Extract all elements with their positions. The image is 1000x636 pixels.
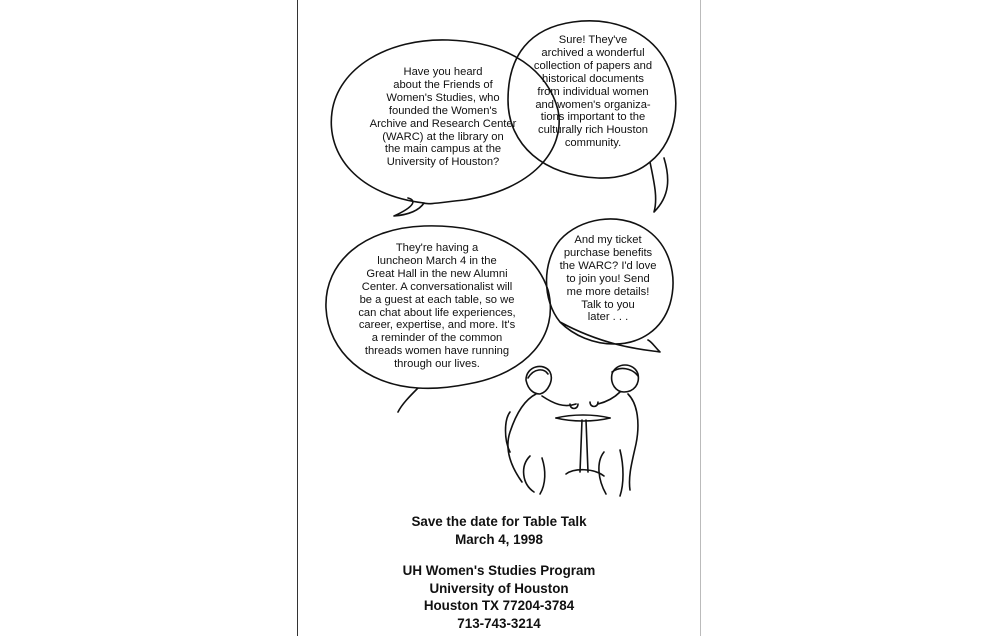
bubble-line: from individual women <box>537 85 649 98</box>
speech-bubble-2-text <box>513 34 673 150</box>
bubble-line: through our lives. <box>394 358 480 371</box>
bubble-line: culturally rich Houston <box>537 124 649 137</box>
bubble-line: founded the Women's <box>388 104 498 117</box>
bubble-line: about the Friends of <box>393 78 493 91</box>
bubble-line: me more details! <box>566 285 650 298</box>
event-title: Save the date for Table Talk <box>411 514 587 529</box>
flyer-page <box>297 0 701 636</box>
contact-address: Houston TX 77204-3784 <box>423 598 575 613</box>
bubble-line: Have you heard <box>403 66 483 78</box>
bubble-line: Center. A conversationalist will <box>361 280 513 293</box>
bubble-line: be a guest at each table, so we <box>359 293 515 306</box>
bubble-line: They're having a <box>395 242 479 254</box>
bubble-line: Great Hall in the new Alumni <box>366 267 508 280</box>
contact-org: UH Women's Studies Program <box>402 563 596 578</box>
two-women-at-cafe-table-drawing <box>506 365 639 496</box>
bubble-line: career, expertise, and more. It's <box>358 319 516 332</box>
bubble-line: Archive and Research Center <box>369 117 517 130</box>
contact-university: University of Houston <box>429 580 569 596</box>
speech-bubble-4-text <box>548 234 668 324</box>
bubble-line: archived a wonderful <box>541 46 645 59</box>
bubble-line: Women's Studies, who <box>386 91 500 104</box>
bubble-line: threads women have running <box>364 345 510 358</box>
bubble-line: the main campus at the <box>384 143 502 156</box>
bubble-line: a reminder of the common <box>371 332 503 345</box>
speech-bubble-1-text <box>353 66 533 169</box>
contact-phone: 713-743-3214 <box>457 615 541 631</box>
contact-block <box>298 562 700 632</box>
bubble-line: Sure! They've <box>558 34 628 46</box>
bubble-line: luncheon March 4 in the <box>377 254 497 267</box>
bubble-line: Talk to you <box>581 298 635 311</box>
bubble-line: And my ticket <box>574 234 642 246</box>
bubble-line: collection of papers and <box>533 59 653 72</box>
speech-bubble-3-text <box>332 242 542 371</box>
bubble-line: the WARC? I'd love <box>559 259 657 272</box>
bubble-line: to join you! Send <box>566 272 650 285</box>
bubble-line: tions important to the <box>540 111 646 124</box>
bubble-line: (WARC) at the library on <box>382 130 504 143</box>
bubble-line: later . . . <box>587 311 629 324</box>
bubble-line: historical documents <box>542 72 644 85</box>
bubble-line: and women's organiza- <box>535 98 651 111</box>
bubble-line: can chat about life experiences, <box>358 306 516 319</box>
bubble-line: University of Houston? <box>386 156 500 169</box>
bubble-line: community. <box>564 137 622 150</box>
bubble-line: purchase benefits <box>563 246 653 259</box>
event-date: March 4, 1998 <box>455 531 543 547</box>
event-date-block <box>298 513 700 548</box>
